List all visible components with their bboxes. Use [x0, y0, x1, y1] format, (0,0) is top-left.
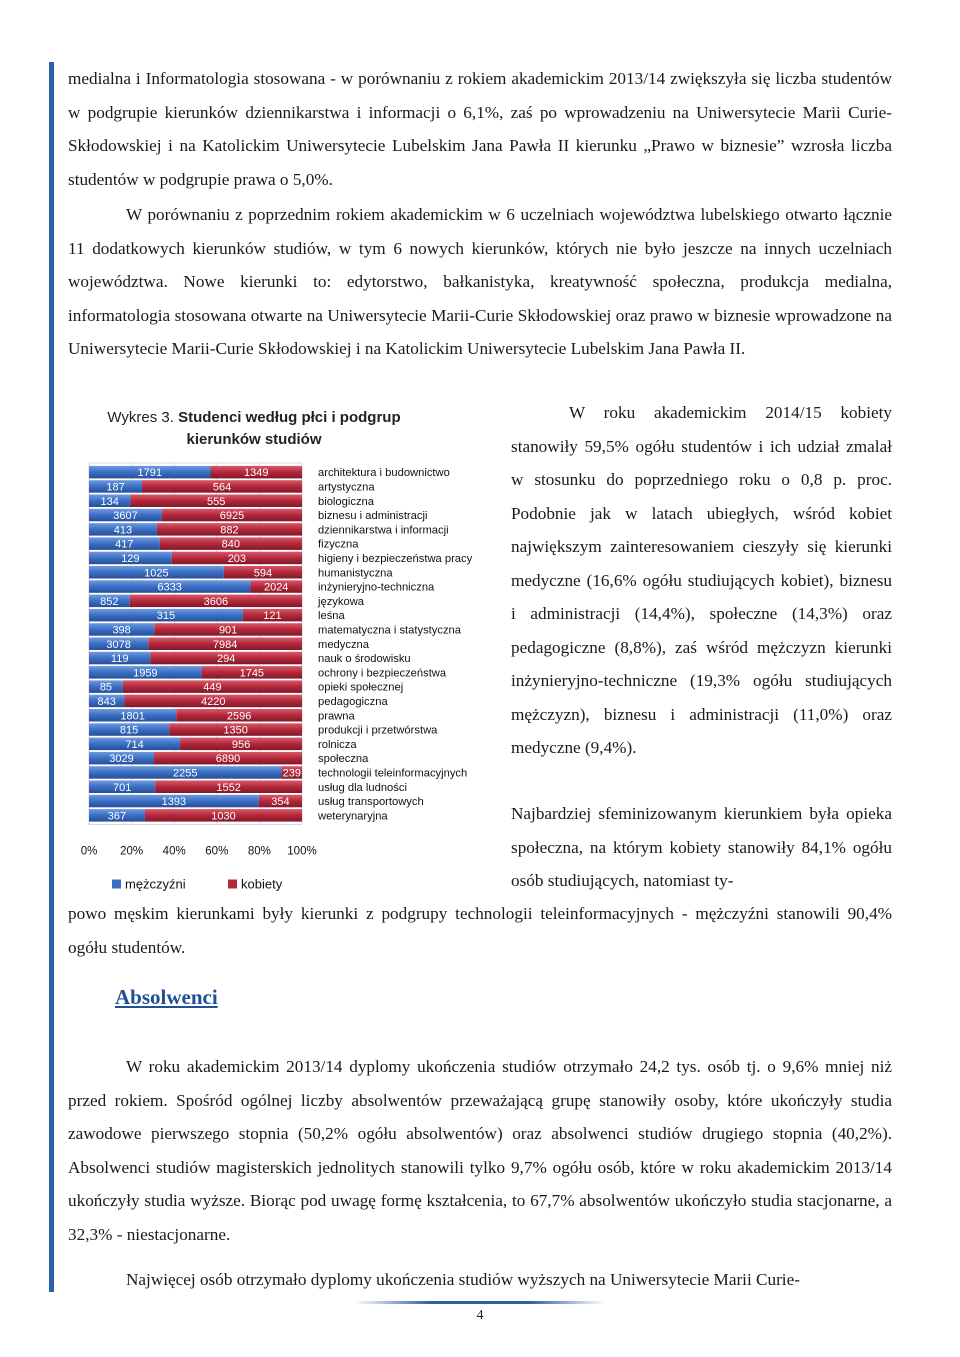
data-label-men: 187 [106, 481, 125, 494]
page-number: 4 [476, 1308, 484, 1323]
category-label: produkcji i przetwórstwa [318, 724, 438, 737]
chart-legend [112, 877, 283, 892]
chart-title-prefix: Wykres 3. [107, 409, 174, 426]
data-label-women: 121 [263, 610, 282, 623]
paragraph-graduates: W roku akademickim 2013/14 dyplomy ukończenia studiów otrzymało 24,2 tys. osób tj. o 9,6% mniej niż przed rokiem. Spośród ogólnej liczby absolwentów przeważającą grupę stanowiły osoby, które ukończyły studia zawodowe pierwszego stopnia (50,2% ogółu absolwentów) oraz absolwenci studiów drugiego stopnia (40,2%). Absolwenci studiów magisterskich jednolitych stanowili tylko 9,7% ogółu osób, które w roku akademickim 2013/14 ukończyły studia wyższe. Biorąc pod uwagę formę kształcenia, to 67,7% absolwentów ukończyło studia stacjonarne, a 32,3% - niestacjonarne. [68, 1057, 892, 1244]
data-label-men: 843 [97, 695, 116, 708]
data-label-men: 1959 [133, 667, 158, 680]
legend-label: kobiety [241, 876, 283, 892]
legend-label: mężczyźni [125, 876, 186, 892]
x-tick-label: 20% [120, 845, 144, 858]
data-label-women: 1350 [223, 724, 248, 737]
data-label-women: 239 [282, 767, 301, 780]
data-label-men: 417 [115, 538, 134, 551]
data-label-women: 1552 [216, 781, 241, 794]
data-label-men: 852 [100, 595, 119, 608]
category-label: weterynaryjna [318, 810, 388, 823]
data-label-men: 3029 [109, 753, 134, 766]
category-label: higieny i bezpieczeństwa pracy [318, 552, 473, 565]
data-label-men: 1791 [137, 467, 162, 480]
paragraph-new-programs: W porównaniu z poprzednim rokiem akademickim w 6 uczelniach województwa lubelskiego otwarto łącznie 11 dodatkowych kierunków studiów, w tym 6 nowych kierunków, których nie było jeszcze na innych uczelniach województwa. Nowe kierunki to: edytorstwo, bałkanistyka, kreatywność społeczna, produkcja medialna, informatologia stosowana otwarte na Uniwersytecie Marii-Curie Skłodowskiej oraz prawo w biznesie wprowadzone na Uniwersytecie Marii-Curie Skłodowskiej i na Katolickim Uniwersytecie Lubelskim Jana Pawła II. [68, 205, 892, 358]
category-label: biologiczna [318, 495, 374, 508]
x-tick-label: 60% [205, 845, 229, 858]
data-label-women: 354 [271, 796, 290, 809]
data-label-women: 6925 [219, 510, 245, 523]
category-label: językowa [318, 595, 365, 608]
data-label-women: 7984 [212, 638, 238, 651]
data-label-men: 714 [125, 738, 144, 751]
x-tick-label: 40% [162, 845, 186, 858]
data-label-men: 3607 [113, 510, 138, 523]
category-label: fizyczna [318, 538, 359, 551]
category-label: medyczna [318, 638, 369, 651]
x-tick-label: 80% [247, 845, 271, 858]
data-label-men: 367 [107, 810, 127, 823]
category-label: pedagogiczna [318, 695, 388, 708]
chart-title [104, 407, 404, 451]
x-tick-label: 100% [287, 845, 317, 858]
paragraph-male-dominated: powo męskim kierunkami były kierunki z podgrupy technologii teleinformacyjnych - mężczyźni stanowili 90,4% ogółu studentów. [68, 904, 892, 957]
data-label-women: 449 [203, 681, 222, 694]
category-label: humanistyczna [318, 567, 393, 580]
category-label: ochrony i bezpieczeństwa [318, 667, 447, 680]
data-label-men: 815 [119, 724, 139, 737]
x-tick-label: 0% [80, 845, 98, 858]
category-label: leśna [318, 610, 345, 623]
data-label-men: 85 [99, 681, 113, 694]
data-label-women: 956 [231, 738, 251, 751]
data-label-men: 1025 [144, 567, 169, 580]
data-label-women: 4220 [200, 695, 226, 708]
data-label-women: 564 [212, 481, 232, 494]
data-label-men: 1393 [161, 796, 187, 809]
data-label-women: 2024 [263, 581, 289, 594]
data-label-women: 2596 [226, 710, 252, 723]
data-label-men: 1801 [120, 710, 145, 723]
section-heading-graduates: Absolwenci [115, 985, 218, 1009]
category-label: nauk o środowisku [318, 653, 411, 666]
data-label-women: 594 [253, 567, 273, 580]
paragraph-women-share: W roku akademickim 2014/15 kobiety stanowiły 59,5% ogółu studentów i ich udział zmalał w stosunku do poprzedniego roku o 0,8 p. proc. Podobnie jak w latach ubiegłych, wśród kobiet największym zainteresowaniem cieszyły się kierunki medyczne (16,6% ogółu studiujących kobiet), biznesu i administracji (14,4%), społeczne (14,3%) oraz pedagogiczne (8,8%), zaś wśród mężczyzn kierunki inżynieryjno-techniczne (19,3% ogółu studiujących mężczyzn), biznesu i administracji (11,0%) oraz medyczne (9,4%). [511, 403, 892, 757]
category-label: opieki społecznej [318, 681, 404, 694]
category-labels [317, 467, 473, 822]
data-label-women: 294 [217, 653, 236, 666]
data-label-women: 203 [227, 552, 247, 565]
category-label: rolnicza [318, 738, 357, 751]
category-label: usług transportowych [318, 796, 424, 809]
category-label: inżynieryjno-techniczna [318, 581, 435, 594]
category-label: matematyczna i statystyczna [318, 624, 462, 637]
left-accent-rule [49, 62, 54, 1292]
data-label-men: 315 [156, 610, 176, 623]
paragraph-feminized: Najbardziej sfeminizowanym kierunkiem była opieka społeczna, na którym kobiety stanowiły 84,1% ogółu osób studiujących, natomiast ty- [511, 804, 892, 890]
data-label-women: 1745 [239, 667, 265, 680]
stacked-bar-chart [60, 455, 500, 895]
data-label-men: 129 [121, 552, 140, 565]
data-label-women: 882 [220, 524, 239, 537]
data-label-men: 413 [113, 524, 133, 537]
chart-plot-area [89, 463, 302, 825]
category-label: dziennikarstwa i informacji [318, 524, 449, 537]
data-label-men: 2255 [173, 767, 198, 780]
data-label-women: 555 [207, 495, 226, 508]
chart-title-text: Studenci według płci i podgrup kierunków studiów [178, 409, 401, 448]
legend-swatch [228, 880, 237, 889]
legend-swatch [112, 880, 121, 889]
data-label-men: 701 [112, 781, 132, 794]
data-label-women: 840 [221, 538, 241, 551]
category-label: prawna [318, 710, 355, 723]
footer-rule [355, 1301, 605, 1304]
x-axis [81, 846, 317, 858]
data-label-men: 6333 [157, 581, 182, 594]
data-label-women: 3606 [203, 595, 229, 608]
data-label-men: 134 [100, 495, 119, 508]
data-label-women: 6890 [215, 753, 241, 766]
category-label: usług dla ludności [318, 781, 407, 794]
category-label: technologii teleinformacyjnych [318, 767, 468, 780]
data-label-men: 119 [110, 653, 129, 666]
data-label-women: 901 [218, 624, 238, 637]
data-label-women: 1030 [211, 810, 236, 823]
data-label-women: 1349 [244, 467, 269, 480]
data-label-men: 398 [112, 624, 131, 637]
paragraph-graduates-universities: Najwięcej osób otrzymało dyplomy ukończenia studiów wyższych na Uniwersytecie Marii Curie- [126, 1270, 800, 1289]
category-label: biznesu i administracji [318, 510, 428, 523]
data-label-men: 3078 [106, 638, 131, 651]
category-label: artystyczna [318, 481, 375, 494]
category-label: społeczna [318, 753, 369, 766]
paragraph-intro: medialna i Informatologia stosowana - w porównaniu z rokiem akademickim 2013/14 zwiększyła się liczba studentów w podgrupie kierunków dziennikarstwa i informacji o 6,1%, zaś po wprowadzeniu na Uniwersytecie Marii Curie-Skłodowskiej i na Katolickim Uniwersytecie Lubelskim Jana Pawła II kierunku „Prawo w biznesie” wzrosła liczba studentów w podgrupie prawa o 5,0%. [68, 69, 892, 189]
category-label: architektura i budownictwo [318, 467, 450, 480]
